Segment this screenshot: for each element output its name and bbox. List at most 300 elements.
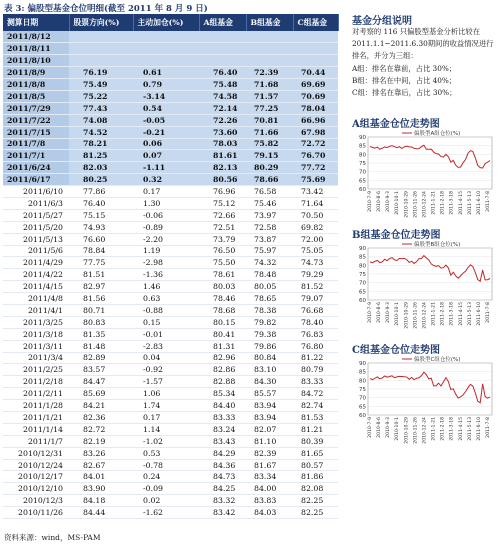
cell-group-a: 80.03 — [199, 281, 246, 293]
cell-equity: 81.56 — [69, 293, 133, 305]
source-note: 资料来源：wind，MS-PAM — [4, 533, 101, 542]
table-row — [3, 43, 338, 55]
table-row — [3, 507, 338, 519]
y-tick-label: 60 — [359, 187, 366, 193]
cell-equity: 81.35 — [69, 328, 133, 340]
cell-equity: 81.51 — [69, 269, 133, 281]
cell-group-b: 78.66 — [246, 174, 293, 186]
cell-group-c — [293, 43, 338, 55]
cell-active-add: -0.92 — [133, 364, 199, 376]
cell-group-c: 82.25 — [293, 495, 338, 507]
cell-group-b: 75.82 — [246, 138, 293, 150]
chart-b-title: B组基金仓位走势图 — [352, 230, 441, 241]
cell-active-add: 0.61 — [133, 67, 199, 79]
cell-group-a: 81.61 — [199, 150, 246, 162]
cell-date: 2011/4/15 — [3, 281, 69, 293]
cell-group-a: 84.40 — [199, 400, 246, 412]
legend-label: 偏股型C组仓位(%) — [414, 357, 461, 363]
cell-equity: 82.03 — [69, 162, 133, 174]
x-tick-label: 2011-3-18 — [449, 417, 455, 441]
cell-equity: 81.48 — [69, 340, 133, 352]
cell-group-a: 83.24 — [199, 423, 246, 435]
x-tick-label: 2010-10-29 — [404, 417, 410, 444]
table-row — [3, 67, 338, 79]
legend-label: 偏股型B组仓位(%) — [414, 242, 461, 248]
cell-date: 2010/12/31 — [3, 447, 69, 459]
cell-group-b: 80.29 — [246, 162, 293, 174]
y-tick-label: 90 — [359, 135, 366, 141]
cell-group-b — [246, 31, 293, 43]
table-row — [3, 174, 338, 186]
cell-group-a: 82.13 — [199, 162, 246, 174]
fund-position-table — [3, 14, 339, 519]
cell-equity: 75.22 — [69, 90, 133, 102]
cell-active-add: 0.17 — [133, 412, 199, 424]
cell-equity: 83.90 — [69, 483, 133, 495]
cell-active-add: -1.57 — [133, 376, 199, 388]
cell-group-c: 75.69 — [293, 174, 338, 186]
cell-group-a: 73.60 — [199, 126, 246, 138]
cell-group-b: 81.10 — [246, 435, 293, 447]
col-header-group-a: A组基金 — [199, 14, 246, 31]
chart-c — [350, 353, 496, 445]
cell-date: 2011/6/10 — [3, 186, 69, 198]
cell-date: 2011/4/29 — [3, 257, 69, 269]
cell-date: 2011/8/9 — [3, 67, 69, 79]
cell-group-b: 83.34 — [246, 471, 293, 483]
y-tick-label: 65 — [359, 289, 366, 296]
y-tick-label: 60 — [359, 413, 366, 419]
cell-equity: 81.25 — [69, 150, 133, 162]
cell-group-c — [293, 31, 338, 43]
cell-group-a: 78.68 — [199, 304, 246, 316]
cell-date: 2011/3/11 — [3, 340, 69, 352]
x-tick-label: 2011-3-18 — [449, 191, 455, 215]
cell-group-c: 69.69 — [293, 79, 338, 91]
cell-group-a: 80.56 — [199, 174, 246, 186]
cell-group-c: 70.50 — [293, 209, 338, 221]
cell-group-a: 80.41 — [199, 328, 246, 340]
x-tick-label: 2011-7-8 — [486, 417, 491, 438]
cell-group-c: 67.98 — [293, 126, 338, 138]
table-row — [3, 447, 338, 459]
table-row — [3, 423, 338, 435]
table-title: 表 3: 偏股型基金仓位明细(截至 2011 年 8 月 9 日) — [4, 4, 208, 14]
table-row — [3, 209, 338, 221]
table-row — [3, 31, 338, 43]
x-tick-label: 2011-5-13 — [467, 191, 473, 215]
cell-group-a: 74.58 — [199, 90, 246, 102]
cell-equity: 77.43 — [69, 102, 133, 114]
table-row — [3, 150, 338, 162]
cell-equity: 78.84 — [69, 245, 133, 257]
cell-date: 2010/12/3 — [3, 495, 69, 507]
cell-date: 2011/6/3 — [3, 197, 69, 209]
cell-group-a — [199, 43, 246, 55]
cell-equity: 77.75 — [69, 257, 133, 269]
cell-date: 2011/8/8 — [3, 79, 69, 91]
cell-group-c: 69.82 — [293, 221, 338, 233]
cell-equity: 83.57 — [69, 364, 133, 376]
cell-group-b: 83.94 — [246, 412, 293, 424]
x-tick-label: 2011-4-15 — [458, 302, 464, 326]
cell-group-a: 75.48 — [199, 79, 246, 91]
cell-active-add: -0.21 — [133, 126, 199, 138]
cell-group-c: 66.96 — [293, 114, 338, 126]
table-row — [3, 114, 338, 126]
cell-equity: 82.67 — [69, 459, 133, 471]
cell-date: 2010/12/17 — [3, 471, 69, 483]
y-tick-label: 70 — [359, 280, 366, 287]
cell-equity — [69, 43, 133, 55]
x-tick-label: 2010-11-26 — [413, 417, 419, 444]
cell-active-add: -1.11 — [133, 162, 199, 174]
cell-group-a: 82.88 — [199, 376, 246, 388]
cell-group-c: 72.72 — [293, 138, 338, 150]
table-header-row — [3, 14, 338, 31]
cell-group-c: 76.83 — [293, 328, 338, 340]
cell-group-b: 84.30 — [246, 376, 293, 388]
x-tick-label: 2011-5-13 — [467, 302, 473, 326]
table-row — [3, 376, 338, 388]
cell-group-a: 83.43 — [199, 435, 246, 447]
cell-equity: 84.44 — [69, 507, 133, 519]
x-tick-label: 2011-7-8 — [486, 302, 491, 323]
cell-equity — [69, 31, 133, 43]
table-row — [3, 435, 338, 447]
cell-date: 2011/3/4 — [3, 352, 69, 364]
intro-paragraph: 对考察的 116 只偏股型基金分析比较在2011.1.1~2011.6.30期间的收益情况进行排名，并分为三组： — [352, 27, 494, 61]
cell-date: 2010/12/10 — [3, 483, 69, 495]
cell-group-b: 71.57 — [246, 90, 293, 102]
cell-group-c: 72.00 — [293, 233, 338, 245]
cell-group-a: 83.32 — [199, 495, 246, 507]
cell-date: 2011/5/20 — [3, 221, 69, 233]
cell-group-c: 73.42 — [293, 186, 338, 198]
cell-group-c: 75.05 — [293, 245, 338, 257]
table-row — [3, 245, 338, 257]
cell-date: 2011/6/24 — [3, 162, 69, 174]
table-row — [3, 471, 338, 483]
cell-group-b: 71.68 — [246, 79, 293, 91]
cell-group-a: 78.61 — [199, 269, 246, 281]
x-tick-label: 2010-8-6 — [377, 417, 383, 438]
x-tick-label: 2010-7-9 — [368, 191, 373, 212]
cell-active-add: -0.78 — [133, 459, 199, 471]
group-a-desc: A组：排名在靠前，占比 30%； — [352, 63, 457, 73]
cell-group-a: 75.50 — [199, 257, 246, 269]
group-b-desc: B组：排名在中间，占比 40%； — [352, 75, 457, 85]
cell-group-a: 78.03 — [199, 138, 246, 150]
cell-active-add: 0.04 — [133, 352, 199, 364]
cell-group-c: 77.72 — [293, 162, 338, 174]
x-tick-label: 2011-4-15 — [458, 191, 464, 215]
cell-active-add: -2.83 — [133, 340, 199, 352]
cell-date: 2011/5/13 — [3, 233, 69, 245]
y-tick-label: 80 — [359, 378, 366, 385]
x-tick-label: 2010-7-9 — [368, 417, 373, 438]
cell-equity: 80.71 — [69, 304, 133, 316]
cell-equity: 76.19 — [69, 67, 133, 79]
cell-equity: 80.83 — [69, 316, 133, 328]
cell-active-add: 0.79 — [133, 79, 199, 91]
x-tick-label: 2010-8-6 — [377, 302, 383, 323]
table-row — [3, 102, 338, 114]
cell-date: 2011/4/1 — [3, 304, 69, 316]
cell-date: 2011/7/15 — [3, 126, 69, 138]
cell-equity: 74.93 — [69, 221, 133, 233]
cell-group-c: 81.86 — [293, 471, 338, 483]
cell-group-b: 79.38 — [246, 328, 293, 340]
cell-group-b: 73.97 — [246, 209, 293, 221]
table-row — [3, 412, 338, 424]
table-row — [3, 483, 338, 495]
cell-group-c: 76.70 — [293, 150, 338, 162]
cell-group-c: 80.57 — [293, 459, 338, 471]
cell-date: 2011/1/21 — [3, 412, 69, 424]
cell-equity: 85.69 — [69, 388, 133, 400]
cell-active-add: -1.62 — [133, 507, 199, 519]
cell-equity: 83.26 — [69, 447, 133, 459]
cell-active-add: 1.19 — [133, 245, 199, 257]
cell-date: 2011/7/1 — [3, 150, 69, 162]
cell-group-c: 81.65 — [293, 447, 338, 459]
cell-group-b — [246, 55, 293, 67]
chart-a — [350, 127, 496, 219]
x-tick-label: 2010-10-1 — [395, 191, 401, 215]
table-row — [3, 257, 338, 269]
cell-group-a: 75.12 — [199, 197, 246, 209]
y-tick-label: 70 — [359, 395, 366, 402]
chart-c-title: C组基金仓位走势图 — [352, 345, 440, 356]
x-tick-label: 2010-10-29 — [404, 191, 410, 218]
cell-group-b: 75.46 — [246, 197, 293, 209]
y-tick-label: 75 — [359, 272, 366, 278]
cell-group-b: 82.07 — [246, 423, 293, 435]
cell-group-c: 76.68 — [293, 304, 338, 316]
cell-date: 2011/1/14 — [3, 423, 69, 435]
x-tick-label: 2010-10-1 — [395, 302, 401, 326]
cell-group-c: 76.80 — [293, 340, 338, 352]
cell-group-b: 74.32 — [246, 257, 293, 269]
cell-date: 2011/8/11 — [3, 43, 69, 55]
col-header-group-b: B组基金 — [246, 14, 293, 31]
cell-date: 2011/8/12 — [3, 31, 69, 43]
cell-group-c: 81.53 — [293, 412, 338, 424]
table-row — [3, 162, 338, 174]
cell-group-a: 83.33 — [199, 412, 246, 424]
cell-group-b: 78.38 — [246, 304, 293, 316]
cell-equity: 76.40 — [69, 197, 133, 209]
cell-active-add: 1.06 — [133, 388, 199, 400]
cell-active-add: 0.63 — [133, 293, 199, 305]
x-tick-label: 2010-12-24 — [422, 191, 428, 218]
group-explanation-title: 基金分组说明 — [352, 16, 412, 27]
table-row — [3, 221, 338, 233]
table-row — [3, 126, 338, 138]
cell-active-add: -0.09 — [133, 483, 199, 495]
y-tick-label: 85 — [359, 143, 366, 150]
cell-date: 2011/7/29 — [3, 102, 69, 114]
x-tick-label: 2011-1-21 — [431, 191, 437, 215]
table-row — [3, 459, 338, 471]
cell-group-b: 73.87 — [246, 233, 293, 245]
cell-group-c: 81.21 — [293, 423, 338, 435]
y-tick-label: 70 — [359, 169, 366, 176]
cell-equity: 82.72 — [69, 423, 133, 435]
cell-group-b: 75.97 — [246, 245, 293, 257]
y-tick-label: 65 — [359, 178, 366, 185]
cell-group-c: 79.29 — [293, 269, 338, 281]
x-tick-label: 2010-7-9 — [368, 302, 373, 323]
cell-active-add: 0.02 — [133, 495, 199, 507]
y-tick-label: 80 — [359, 152, 366, 159]
y-tick-label: 75 — [359, 387, 366, 393]
cell-group-a — [199, 31, 246, 43]
cell-active-add: -1.36 — [133, 269, 199, 281]
x-tick-label: 2010-10-29 — [404, 302, 410, 329]
cell-equity: 84.01 — [69, 471, 133, 483]
cell-date: 2011/7/22 — [3, 114, 69, 126]
cell-group-b: 78.65 — [246, 293, 293, 305]
cell-group-a: 72.14 — [199, 102, 246, 114]
x-tick-label: 2011-2-18 — [440, 417, 446, 441]
cell-group-a: 82.86 — [199, 364, 246, 376]
x-tick-label: 2010-9-3 — [386, 191, 392, 212]
cell-group-c: 84.72 — [293, 388, 338, 400]
cell-date: 2011/7/8 — [3, 138, 69, 150]
cell-date: 2011/4/22 — [3, 269, 69, 281]
x-tick-label: 2010-11-26 — [413, 191, 419, 218]
cell-group-b: 83.10 — [246, 364, 293, 376]
cell-equity: 80.25 — [69, 174, 133, 186]
col-header-active-add: 主动加仓(%) — [133, 14, 199, 31]
cell-date: 2011/4/8 — [3, 293, 69, 305]
cell-group-a: 78.46 — [199, 293, 246, 305]
x-tick-label: 2011-5-13 — [467, 417, 473, 441]
cell-date: 2011/5/6 — [3, 245, 69, 257]
col-header-equity: 股票方向(%) — [69, 14, 133, 31]
cell-group-b: 83.83 — [246, 495, 293, 507]
x-tick-label: 2010-11-26 — [413, 302, 419, 329]
cell-active-add: 1.30 — [133, 197, 199, 209]
cell-equity: 84.47 — [69, 376, 133, 388]
cell-date: 2011/3/18 — [3, 328, 69, 340]
cell-group-c: 74.73 — [293, 257, 338, 269]
cell-date: 2011/1/7 — [3, 435, 69, 447]
chart-b — [350, 238, 496, 330]
cell-group-b: 72.58 — [246, 221, 293, 233]
cell-active-add — [133, 43, 199, 55]
cell-equity: 74.08 — [69, 114, 133, 126]
x-tick-label: 2010-9-3 — [386, 417, 392, 438]
table-row — [3, 304, 338, 316]
cell-group-c: 80.79 — [293, 364, 338, 376]
cell-group-a: 72.51 — [199, 221, 246, 233]
x-tick-label: 2011-7-8 — [486, 191, 491, 212]
cell-group-b: 83.94 — [246, 400, 293, 412]
table-row — [3, 90, 338, 102]
cell-group-b: 80.84 — [246, 352, 293, 364]
cell-active-add: -0.05 — [133, 114, 199, 126]
y-tick-label: 75 — [359, 161, 366, 167]
cell-group-a: 83.42 — [199, 507, 246, 519]
cell-active-add — [133, 31, 199, 43]
y-tick-label: 90 — [359, 361, 366, 367]
table-row — [3, 388, 338, 400]
cell-group-b: 85.57 — [246, 388, 293, 400]
cell-active-add: -2.20 — [133, 233, 199, 245]
cell-equity: 76.60 — [69, 233, 133, 245]
chart-a-title: A组基金仓位走势图 — [352, 119, 440, 130]
y-tick-label: 85 — [359, 254, 366, 261]
table-row — [3, 340, 338, 352]
cell-group-b: 84.03 — [246, 507, 293, 519]
x-tick-label: 2011-6-10 — [476, 302, 482, 326]
cell-equity: 78.21 — [69, 138, 133, 150]
cell-group-b: 79.82 — [246, 316, 293, 328]
cell-equity: 74.52 — [69, 126, 133, 138]
table-row — [3, 55, 338, 67]
cell-group-a: 85.34 — [199, 388, 246, 400]
cell-group-a: 84.36 — [199, 459, 246, 471]
cell-date: 2011/5/27 — [3, 209, 69, 221]
y-tick-label: 85 — [359, 369, 366, 376]
table-row — [3, 364, 338, 376]
table-row — [3, 352, 338, 364]
cell-date: 2011/2/11 — [3, 388, 69, 400]
cell-group-b: 81.67 — [246, 459, 293, 471]
sidebar-panel — [348, 0, 498, 547]
cell-group-c: 79.07 — [293, 293, 338, 305]
legend-label: 偏股型A组仓位(%) — [414, 131, 461, 137]
cell-active-add: -0.88 — [133, 304, 199, 316]
cell-active-add: 0.54 — [133, 102, 199, 114]
cell-date: 2011/6/17 — [3, 174, 69, 186]
cell-group-a: 82.96 — [199, 352, 246, 364]
cell-group-a — [199, 55, 246, 67]
cell-group-a: 72.26 — [199, 114, 246, 126]
table-row — [3, 281, 338, 293]
table-row — [3, 138, 338, 150]
table-row — [3, 293, 338, 305]
x-tick-label: 2011-6-10 — [476, 191, 482, 215]
cell-group-a: 76.50 — [199, 245, 246, 257]
cell-equity: 75.15 — [69, 209, 133, 221]
x-tick-label: 2010-12-24 — [422, 417, 428, 444]
cell-active-add: -3.14 — [133, 90, 199, 102]
cell-active-add: 0.32 — [133, 174, 199, 186]
cell-group-b: 79.86 — [246, 340, 293, 352]
cell-equity: 82.89 — [69, 352, 133, 364]
y-tick-label: 65 — [359, 404, 366, 411]
cell-group-b: 72.39 — [246, 67, 293, 79]
cell-active-add — [133, 55, 199, 67]
cell-group-a: 72.66 — [199, 209, 246, 221]
table-row — [3, 269, 338, 281]
cell-group-c: 81.52 — [293, 281, 338, 293]
cell-group-c: 70.69 — [293, 90, 338, 102]
cell-group-a: 84.73 — [199, 471, 246, 483]
table-row — [3, 186, 338, 198]
cell-active-add: -0.06 — [133, 209, 199, 221]
cell-group-a: 76.40 — [199, 67, 246, 79]
cell-active-add: 1.14 — [133, 423, 199, 435]
cell-group-c: 70.44 — [293, 67, 338, 79]
cell-group-b: 71.66 — [246, 126, 293, 138]
x-tick-label: 2011-4-15 — [458, 417, 464, 441]
group-explanation-text — [352, 26, 496, 99]
